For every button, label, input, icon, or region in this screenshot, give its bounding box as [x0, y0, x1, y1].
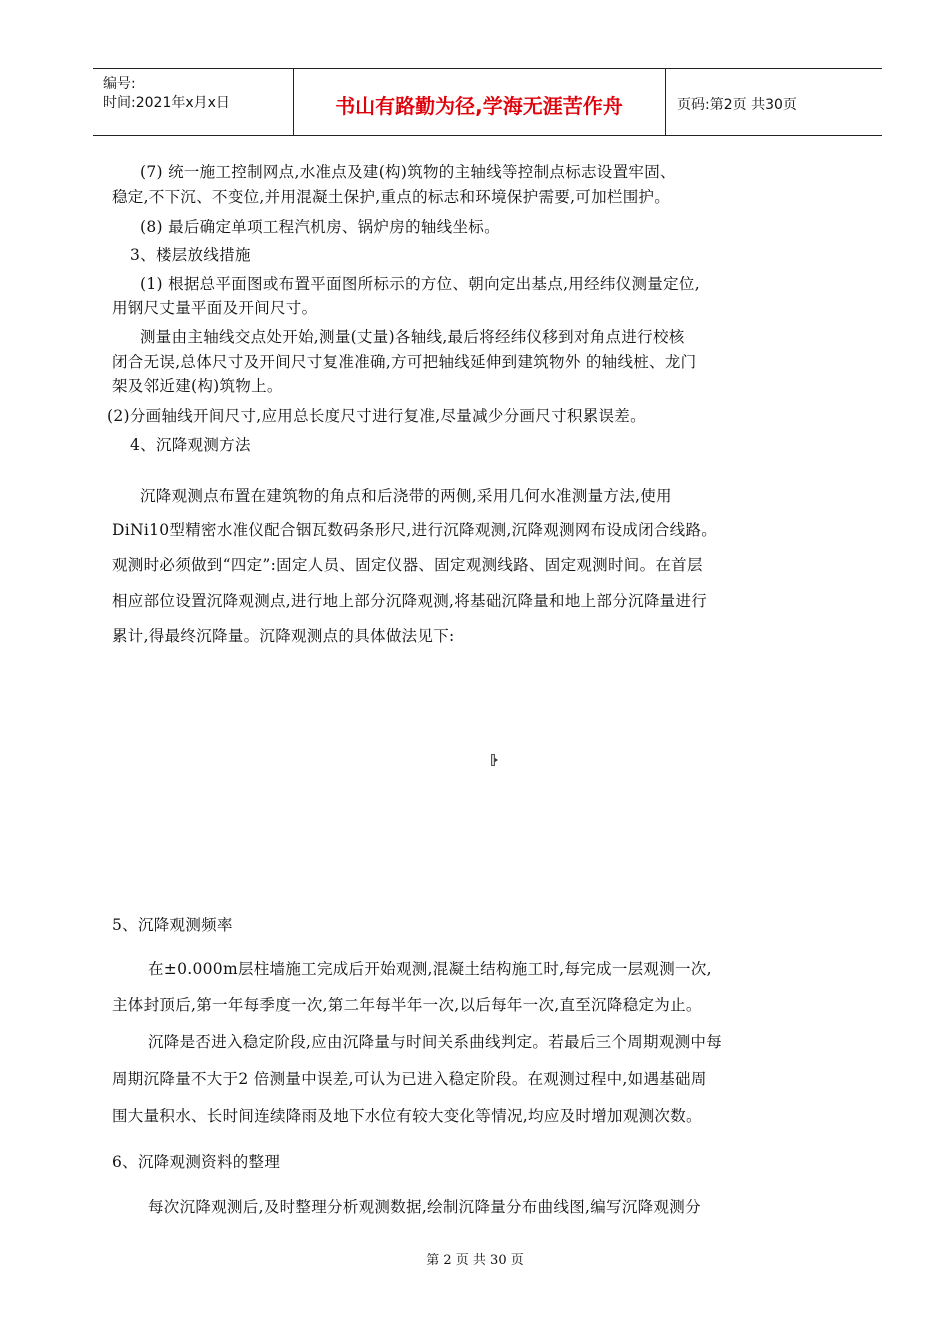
- paragraph-line: 每次沉降观测后,及时整理分析观测数据,绘制沉降量分布曲线图,编写沉降观测分: [148, 1198, 701, 1216]
- section-heading: 6、沉降观测资料的整理: [112, 1153, 281, 1171]
- paragraph-line: (8) 最后确定单项工程汽机房、锅炉房的轴线坐标。: [140, 218, 500, 236]
- paragraph-line: 测量由主轴线交点处开始,测量(丈量)各轴线,最后将经纬仪移到对角点进行校核: [140, 328, 685, 346]
- header-meta: [103, 75, 230, 113]
- document-time-label: 时间:2021年x月x日: [103, 95, 230, 111]
- paragraph-line: 累计,得最终沉降量。沉降观测点的具体做法见下:: [112, 627, 455, 645]
- section-heading: 3、楼层放线措施: [130, 246, 251, 264]
- header-motto: 书山有路勤为径,学海无涯苦作舟: [335, 94, 623, 118]
- paragraph-line: 架及邻近建(构)筑物上。: [112, 377, 283, 395]
- document-header: [93, 68, 882, 136]
- paragraph-line: 周期沉降量不大于2 倍测量中误差,可认为已进入稳定阶段。在观测过程中,如遇基础周: [112, 1070, 707, 1088]
- section-heading: 4、沉降观测方法: [130, 436, 251, 454]
- paragraph-line: 相应部位设置沉降观测点,进行地上部分沉降观测,将基础沉降量和地上部分沉降量进行: [112, 592, 708, 610]
- paragraph-line: 沉降是否进入稳定阶段,应由沉降量与时间关系曲线判定。若最后三个周期观测中每: [148, 1033, 723, 1051]
- section-heading: 5、沉降观测频率: [112, 916, 233, 934]
- paragraph-line: 观测时必须做到“四定”:固定人员、固定仪器、固定观测线路、固定观测时间。在首层: [112, 556, 703, 574]
- header-page-number: 页码:第2页 共30页: [677, 97, 797, 113]
- placeholder-image-icon: [491, 754, 499, 766]
- paragraph-line: 沉降观测点布置在建筑物的角点和后浇带的两侧,采用几何水准测量方法,使用: [140, 487, 672, 505]
- paragraph-line: (2)分画轴线开间尺寸,应用总长度尺寸进行复准,尽量减少分画尺寸积累误差。: [107, 407, 646, 425]
- paragraph-line: 围大量积水、长时间连续降雨及地下水位有较大变化等情况,均应及时增加观测次数。: [112, 1107, 702, 1125]
- page-footer: 第 2 页 共 30 页: [426, 1253, 524, 1268]
- paragraph-line: (1) 根据总平面图或布置平面图所标示的方位、朝向定出基点,用经纬仪测量定位,: [140, 275, 700, 293]
- paragraph-line: 用钢尺丈量平面及开间尺寸。: [112, 299, 318, 317]
- paragraph-line: DiNi10型精密水准仪配合铟瓦数码条形尺,进行沉降观测,沉降观测网布设成闭合线路。: [112, 521, 718, 539]
- paragraph-line: 主体封顶后,第一年每季度一次,第二年每半年一次,以后每年一次,直至沉降稳定为止。: [112, 996, 702, 1014]
- paragraph-line: 稳定,不下沉、不变位,并用混凝土保护,重点的标志和环境保护需要,可加栏围护。: [112, 188, 671, 206]
- document-number-label: 编号:: [103, 76, 136, 92]
- paragraph-line: (7) 统一施工控制网点,水准点及建(构)筑物的主轴线等控制点标志设置牢固、: [140, 163, 676, 181]
- paragraph-line: 闭合无误,总体尺寸及开间尺寸复准准确,方可把轴线延伸到建筑物外 的轴线桩、龙门: [112, 353, 697, 371]
- paragraph-line: 在±0.000m层柱墙施工完成后开始观测,混凝土结构施工时,每完成一层观测一次,: [148, 960, 712, 978]
- header-divider: [665, 69, 666, 135]
